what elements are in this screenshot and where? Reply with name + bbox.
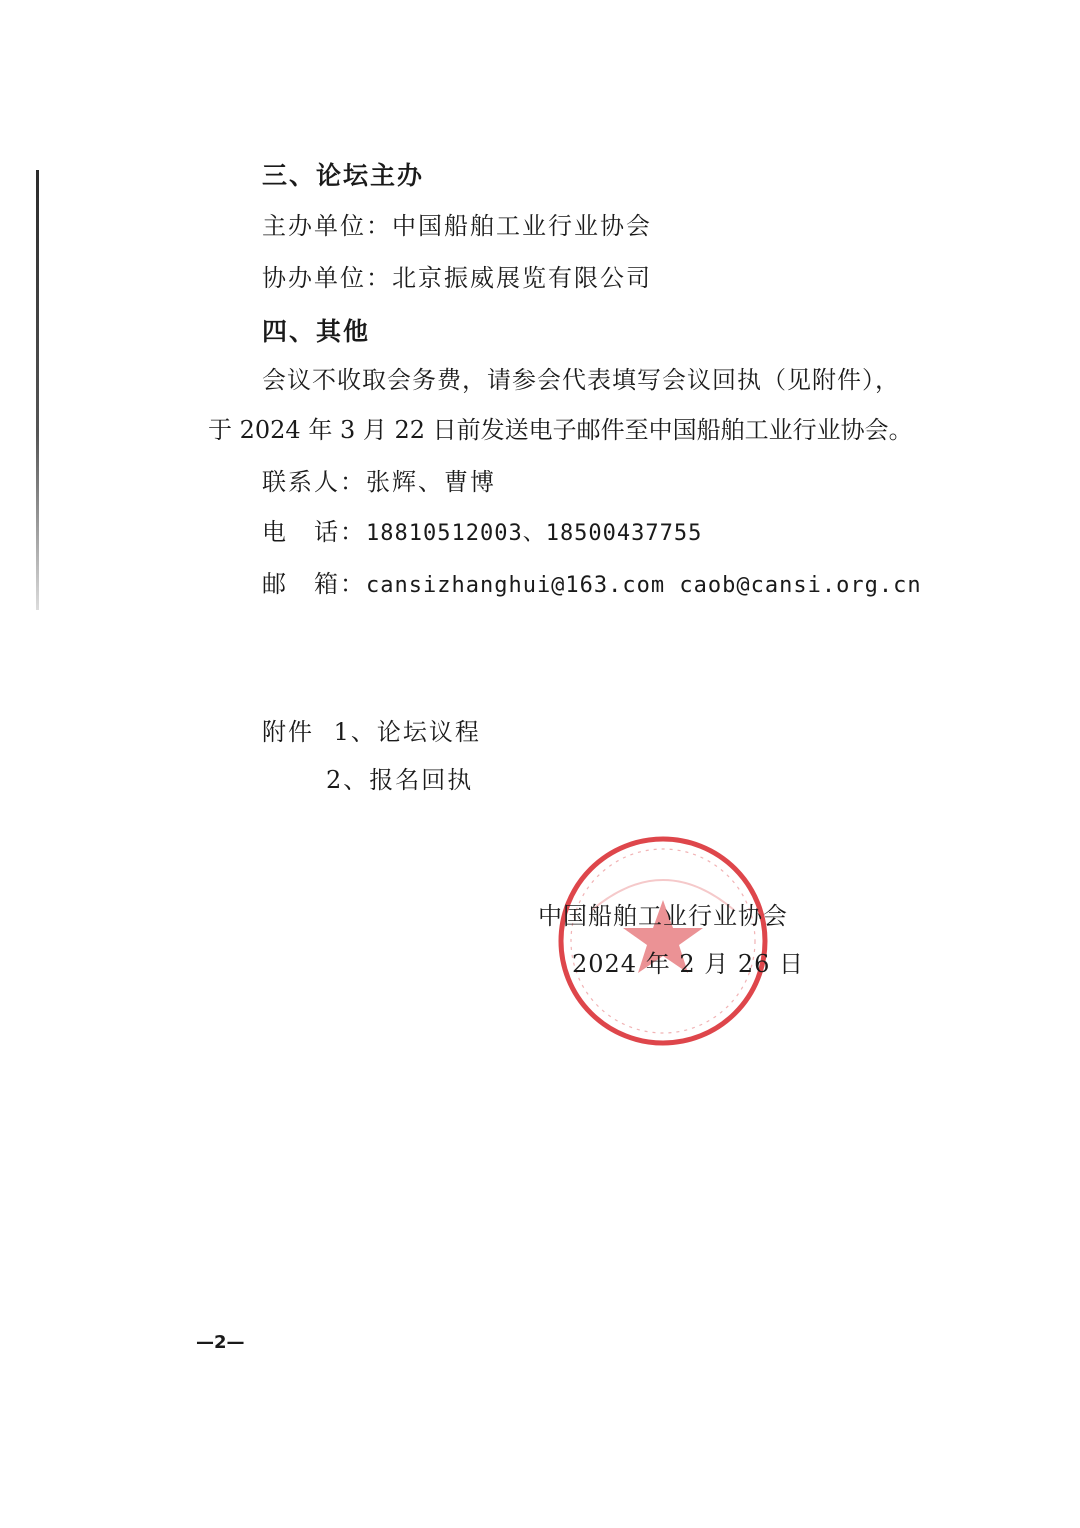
contact-row <box>262 462 496 497</box>
page-number: —2— <box>196 1332 245 1353</box>
co-organizer-label: 协办单位： <box>262 264 392 292</box>
attachment-label: 附件 <box>262 718 314 746</box>
section-4-heading: 四、其他 <box>262 317 371 346</box>
attachment-row-1 <box>262 712 481 747</box>
scan-edge-shadow <box>36 170 39 610</box>
paragraph-line-1: 会议不收取会务费，请参会代表填写会议回执（见附件）， <box>262 366 900 394</box>
phone-row <box>262 512 702 547</box>
signature-org: 中国船舶工业行业协会 <box>538 902 788 930</box>
organizer-row <box>262 206 652 241</box>
co-organizer-value: 北京振威展览有限公司 <box>392 264 652 292</box>
organizer-label: 主办单位： <box>262 212 392 240</box>
paragraph-line-2: 于 2024 年 3 月 22 日前发送电子邮件至中国船舶工业行业协会。 <box>208 416 913 444</box>
email-value: cansizhanghui@163.com caob@cansi.org.cn <box>366 573 922 598</box>
co-organizer-row <box>262 258 652 293</box>
phone-label: 电 话： <box>262 518 366 546</box>
attachment-item-2: 2、报名回执 <box>326 766 474 794</box>
organizer-value: 中国船舶工业行业协会 <box>392 212 652 240</box>
signature-date: 2024 年 2 月 26 日 <box>572 950 805 978</box>
email-row <box>262 564 922 599</box>
attachment-item-1: 1、论坛议程 <box>333 718 481 746</box>
section-3-heading: 三、论坛主办 <box>262 161 425 190</box>
contact-label: 联系人： <box>262 468 366 496</box>
email-label: 邮 箱： <box>262 570 366 598</box>
phone-value: 18810512003、18500437755 <box>366 521 703 546</box>
contact-value: 张辉、曹博 <box>366 468 496 496</box>
official-seal-stamp <box>552 830 774 1052</box>
